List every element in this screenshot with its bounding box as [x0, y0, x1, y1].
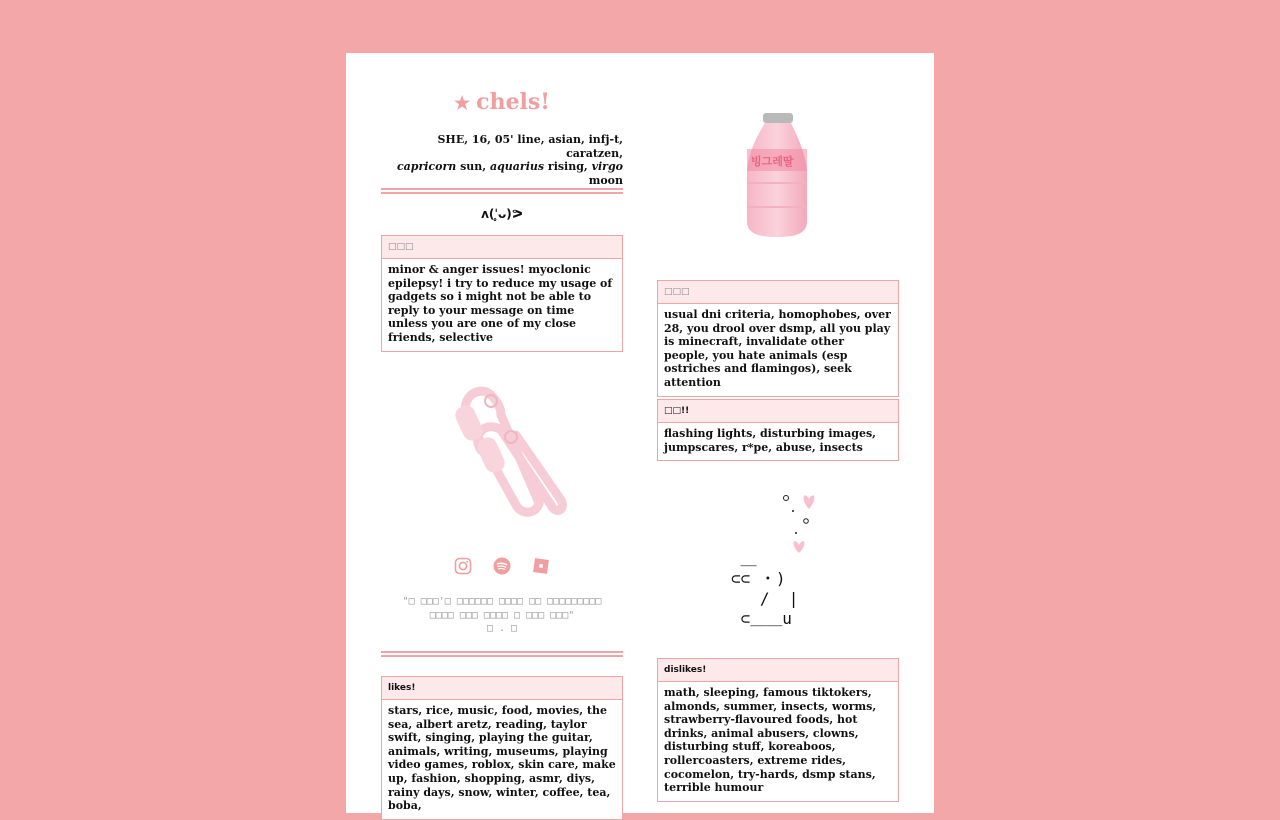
- dni-box: [657, 280, 899, 397]
- bio-line1: SHE, 16, 05' line, asian, infj-t, caratzen,: [437, 133, 623, 160]
- quote-line2: □□□□ □□□ □□□□ □ □□□ □□□": [429, 609, 575, 621]
- social-links: [381, 555, 623, 575]
- profile-card: [346, 53, 934, 813]
- about-box-text: minor & anger issues! myoclonic epilepsy! i try to reduce my usage of gadgets so i might not be able to reply to your message on time unless you are one of my close friends, selective: [388, 263, 613, 344]
- triggers-box-text: flashing lights, disturbing images, jumpscares, r*pe, abuse, insects: [664, 427, 876, 454]
- divider: [381, 188, 623, 194]
- dni-box-heading: □□□: [658, 281, 898, 304]
- quote-line1: "□ □□□'□ □□□□□□ □□□□ □□ □□□□□□□□□: [402, 596, 602, 607]
- svg-text:빙그레딸: 빙그레딸: [751, 155, 794, 168]
- dni-box-text: usual dni criteria, homophobes, over 28, you drool over dsmp, all you play is minecraft, invalidate other people, you hate animals (esp ostriches and flamingos), seek attention: [664, 308, 891, 389]
- likes-box-text: stars, rice, music, food, movies, the sea, albert aretz, reading, taylor swift, singing, playing the guitar, animals, writing, museums, playing video games, roblox, skin care, make up, fashion, shopping, asmr, diys, rainy days, snow, winter, coffee, tea, boba,: [388, 704, 616, 813]
- profile-title: [381, 89, 623, 115]
- triggers-box: [657, 399, 899, 461]
- milk-bottle-image: [727, 111, 827, 239]
- divider: [381, 651, 623, 657]
- kaomoji: ʌ(ˈ̥ᴗ)ᕗ: [481, 207, 523, 221]
- mouse-ascii-text: ＿ ⊂⊂ ・) / | ⊂＿＿u: [731, 549, 799, 628]
- dislikes-box-heading: dislikes!: [658, 659, 898, 682]
- bio-aquarius: aquarius: [489, 160, 545, 173]
- about-box-heading: □□□: [382, 236, 622, 259]
- dislikes-box: [657, 658, 899, 802]
- bio-capricorn: capricorn: [396, 160, 457, 173]
- bio-virgo: virgo: [591, 160, 623, 173]
- spotify-icon[interactable]: [493, 557, 511, 575]
- likes-box: [381, 676, 623, 820]
- safety-pins-image: [421, 375, 581, 525]
- profile-name: chels!: [476, 89, 550, 115]
- quote-line3: □ . □: [486, 623, 518, 634]
- bio-moon: moon: [588, 173, 623, 187]
- quote: [381, 595, 623, 636]
- about-box: [381, 235, 623, 352]
- roblox-icon[interactable]: [532, 557, 550, 575]
- mouse-ascii-art: [717, 489, 837, 639]
- triggers-box-heading: □□!!: [658, 400, 898, 423]
- instagram-icon[interactable]: [454, 557, 472, 575]
- bio-sun: sun,: [456, 160, 490, 173]
- profile-bio: [381, 133, 623, 187]
- star-icon: ★: [454, 93, 471, 114]
- dislikes-box-text: math, sleeping, famous tiktokers, almonds, summer, insects, worms, strawberry-flavoured foods, hot drinks, animal abusers, clowns, disturbing stuff, koreaboos, rollercoasters, extreme rides, cocomelon, try-hards, dsmp stans, terrible humour: [664, 686, 877, 795]
- bio-rising: rising,: [544, 160, 592, 173]
- likes-box-heading: likes!: [382, 677, 622, 700]
